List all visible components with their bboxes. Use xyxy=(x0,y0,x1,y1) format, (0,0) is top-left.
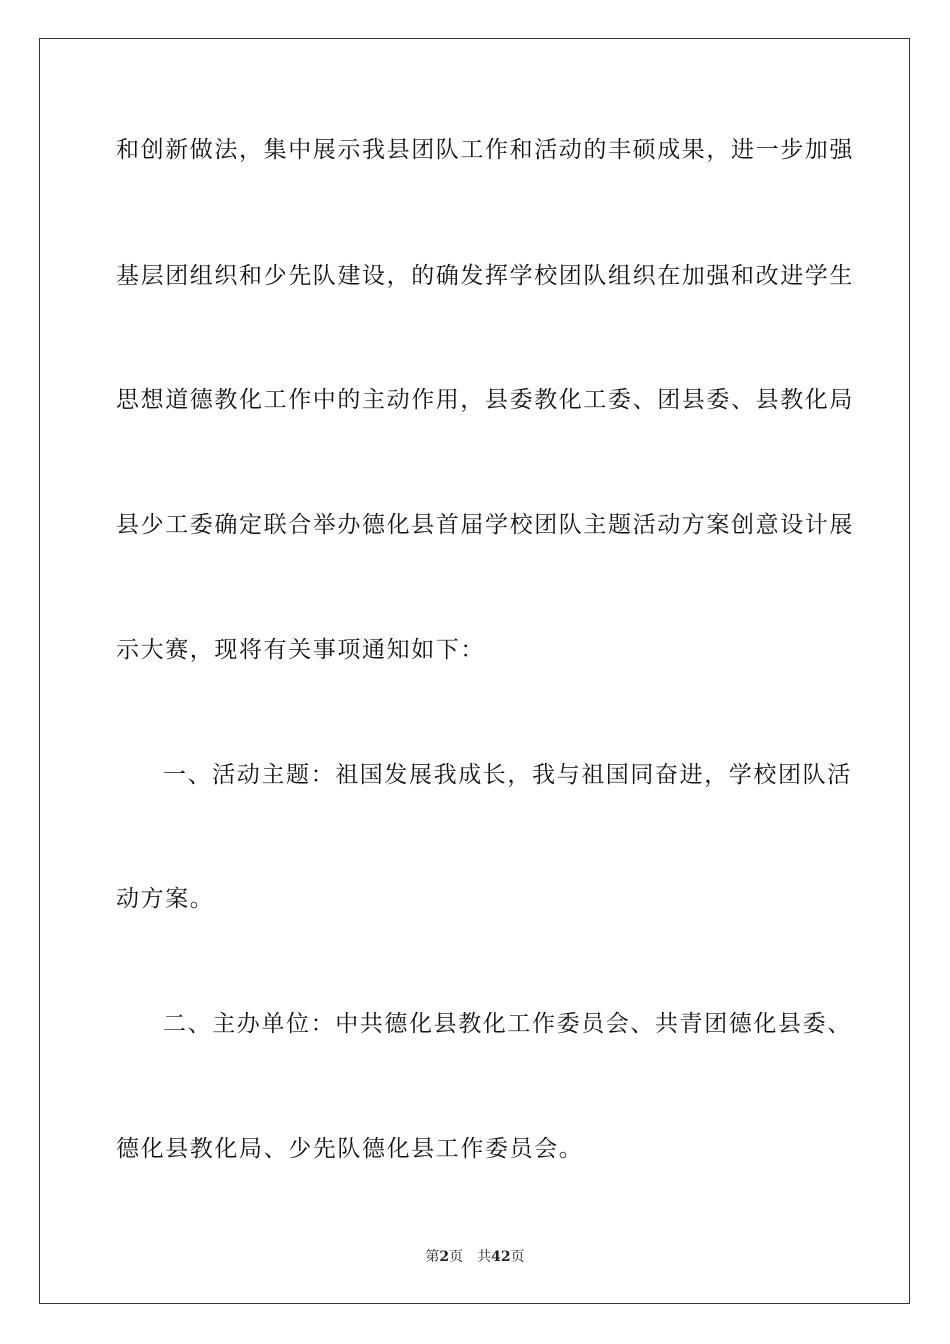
paragraph-line-1: 和创新做法，集中展示我县团队工作和活动的丰硕成果，进一步加强 xyxy=(116,137,854,163)
footer-total-prefix: 共 xyxy=(477,1249,492,1265)
footer-page-number: 2 xyxy=(439,1249,450,1265)
page-border xyxy=(39,38,910,1304)
footer-total-suffix: 页 xyxy=(510,1249,525,1265)
section-one-line-1: 一、活动主题：祖国发展我成长，我与祖国同奋进，学校团队活 xyxy=(163,762,852,788)
paragraph-line-5: 示大赛，现将有关事项通知如下： xyxy=(116,637,485,663)
section-two-line-2: 德化县教化局、少先队德化县工作委员会。 xyxy=(116,1136,584,1162)
section-one-line-2: 动方案。 xyxy=(116,886,215,912)
paragraph-line-3: 思想道德教化工作中的主动作用，县委教化工委、团县委、县教化局 xyxy=(116,387,854,413)
page-footer xyxy=(0,1248,950,1266)
footer-page-suffix: 页 xyxy=(449,1249,464,1265)
section-two-line-1: 二、主办单位：中共德化县教化工作委员会、共青团德化县委、 xyxy=(163,1011,852,1037)
paragraph-line-2: 基层团组织和少先队建设，的确发挥学校团队组织在加强和改进学生 xyxy=(116,263,854,289)
paragraph-line-4: 县少工委确定联合举办德化县首届学校团队主题活动方案创意设计展 xyxy=(116,512,854,538)
footer-total-pages: 42 xyxy=(491,1249,511,1265)
footer-page-prefix: 第 xyxy=(425,1249,440,1265)
